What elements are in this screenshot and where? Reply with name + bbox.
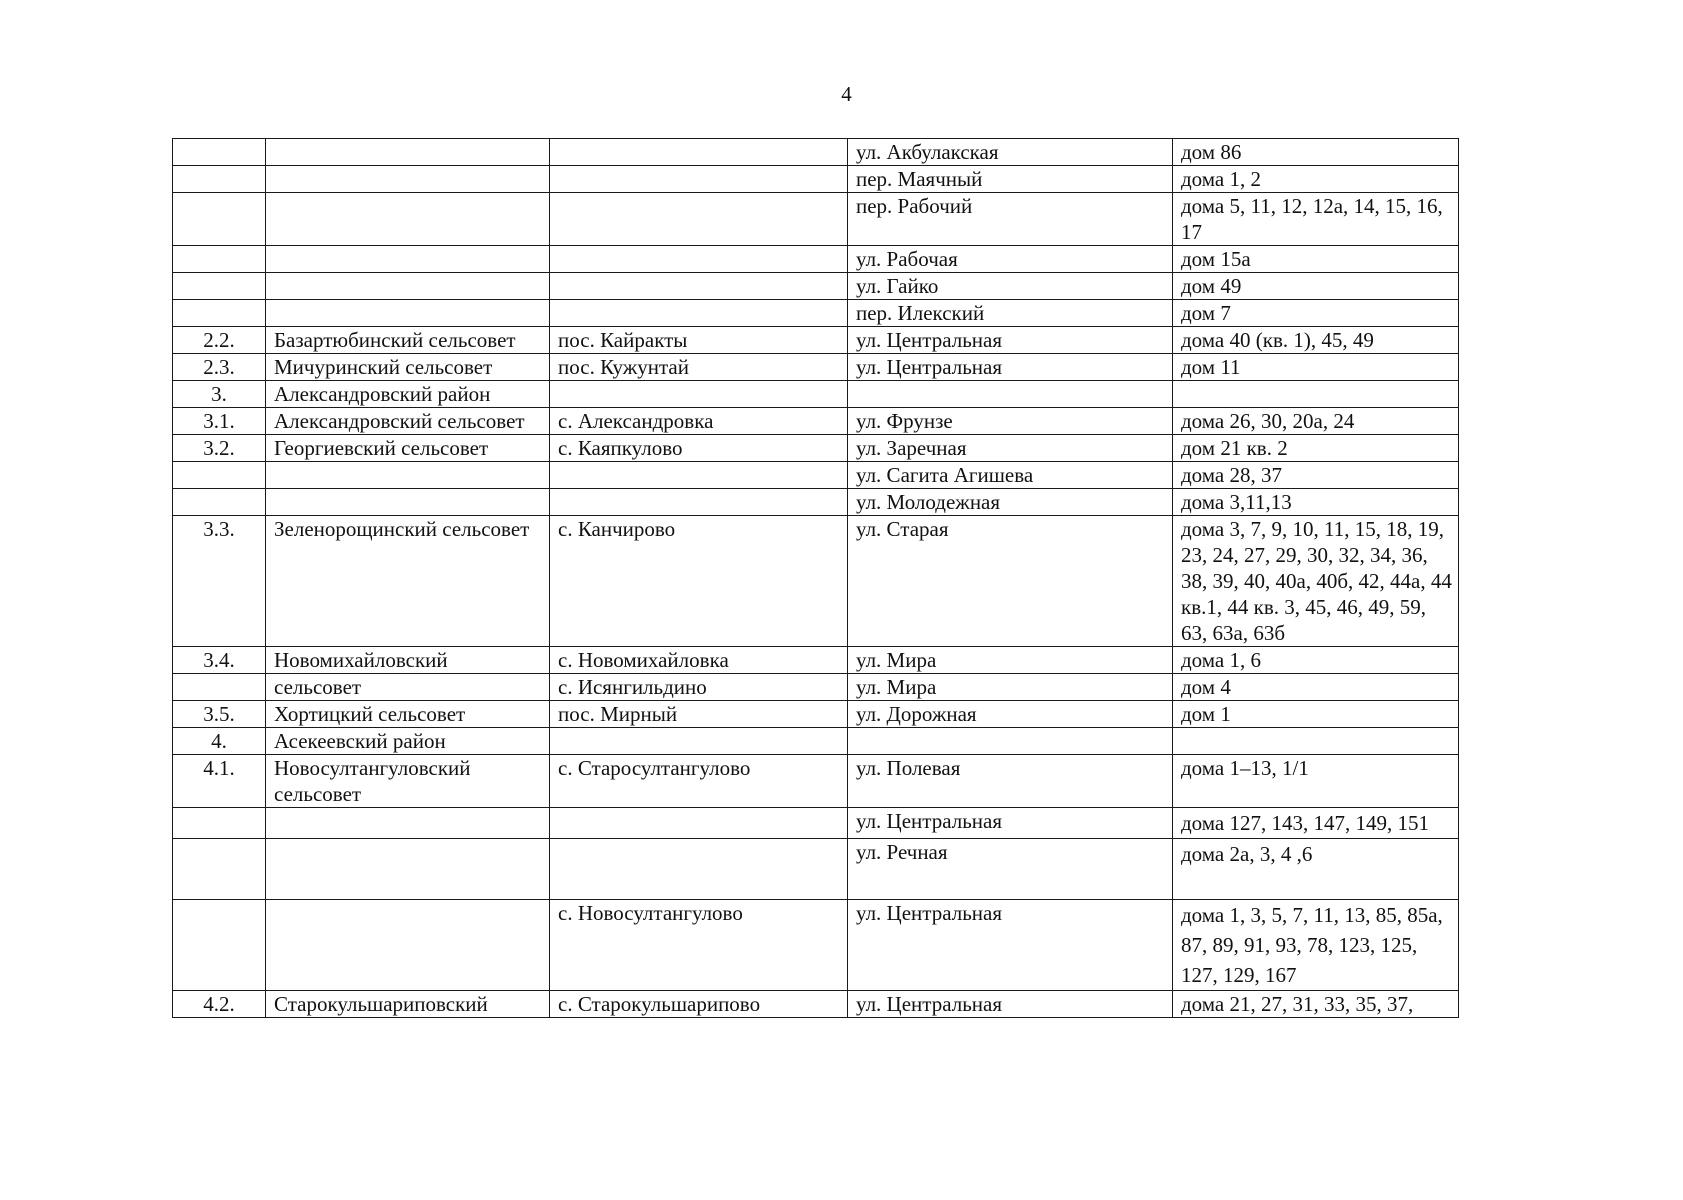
house-numbers: дома 21, 27, 31, 33, 35, 37, <box>1173 991 1459 1018</box>
street-name: ул. Акбулакская <box>848 139 1173 166</box>
house-numbers: дом 11 <box>1173 354 1459 381</box>
council-name: Старокульшариповский <box>266 991 550 1018</box>
table-row <box>173 674 1459 701</box>
table-row <box>173 139 1459 166</box>
house-numbers: дом 49 <box>1173 273 1459 300</box>
table-row <box>173 193 1459 246</box>
street-name: ул. Дорожная <box>848 701 1173 728</box>
street-name: ул. Центральная <box>848 354 1173 381</box>
council-name: Александровский район <box>266 381 550 408</box>
street-name: ул. Центральная <box>848 808 1173 839</box>
table-row <box>173 300 1459 327</box>
house-numbers: дом 86 <box>1173 139 1459 166</box>
settlement-name: пос. Мирный <box>550 701 848 728</box>
table-row <box>173 516 1459 647</box>
row-number <box>173 193 266 246</box>
street-name: ул. Рабочая <box>848 246 1173 273</box>
row-number: 4.1. <box>173 755 266 808</box>
settlement-name <box>550 462 848 489</box>
house-numbers: дома 1, 6 <box>1173 647 1459 674</box>
row-number <box>173 246 266 273</box>
settlement-name <box>550 139 848 166</box>
settlement-name: с. Исянгильдино <box>550 674 848 701</box>
row-number <box>173 139 266 166</box>
table-row <box>173 808 1459 839</box>
council-name <box>266 273 550 300</box>
row-number: 3.1. <box>173 408 266 435</box>
council-name <box>266 139 550 166</box>
row-number: 2.2. <box>173 327 266 354</box>
table-row <box>173 900 1459 991</box>
house-numbers: дома 2а, 3, 4 ,6 <box>1173 839 1459 900</box>
settlement-name: с. Новосултангулово <box>550 900 848 991</box>
house-numbers: дома 3, 7, 9, 10, 11, 15, 18, 19, 23, 24, 27, 29, 30, 32, 34, 36, 38, 39, 40, 40а, 40б, 42, 44а, 44 кв.1, 44 кв. 3, 45, 46, 49, 59, 63, 63а, 63б <box>1173 516 1459 647</box>
row-number <box>173 900 266 991</box>
council-name <box>266 489 550 516</box>
council-name: сельсовет <box>266 674 550 701</box>
street-name: пер. Рабочий <box>848 193 1173 246</box>
house-numbers: дома 3,11,13 <box>1173 489 1459 516</box>
house-numbers: дома 40 (кв. 1), 45, 49 <box>1173 327 1459 354</box>
row-number <box>173 489 266 516</box>
council-name <box>266 462 550 489</box>
street-name: ул. Сагита Агишева <box>848 462 1173 489</box>
settlement-name <box>550 273 848 300</box>
row-number: 3.4. <box>173 647 266 674</box>
settlement-name <box>550 839 848 900</box>
row-number: 2.3. <box>173 354 266 381</box>
row-number <box>173 839 266 900</box>
council-name: Георгиевский сельсовет <box>266 435 550 462</box>
street-name: ул. Мира <box>848 647 1173 674</box>
council-name <box>266 808 550 839</box>
row-number <box>173 166 266 193</box>
table-row <box>173 839 1459 900</box>
council-name: Асекеевский район <box>266 728 550 755</box>
settlement-name: с. Канчирово <box>550 516 848 647</box>
house-numbers: дом 7 <box>1173 300 1459 327</box>
house-numbers: дом 4 <box>1173 674 1459 701</box>
row-number: 4.2. <box>173 991 266 1018</box>
table-row <box>173 327 1459 354</box>
street-name: пер. Маячный <box>848 166 1173 193</box>
row-number: 3.3. <box>173 516 266 647</box>
row-number <box>173 462 266 489</box>
council-name: Хортицкий сельсовет <box>266 701 550 728</box>
settlement-name <box>550 246 848 273</box>
row-number <box>173 300 266 327</box>
row-number: 3.5. <box>173 701 266 728</box>
settlement-name <box>550 808 848 839</box>
street-name: пер. Илекский <box>848 300 1173 327</box>
council-name <box>266 900 550 991</box>
table-row <box>173 408 1459 435</box>
address-table <box>172 138 1459 1018</box>
table-row <box>173 381 1459 408</box>
table-row <box>173 701 1459 728</box>
street-name: ул. Фрунзе <box>848 408 1173 435</box>
council-name <box>266 193 550 246</box>
council-name <box>266 300 550 327</box>
settlement-name: с. Каяпкулово <box>550 435 848 462</box>
table-row <box>173 273 1459 300</box>
table-row <box>173 435 1459 462</box>
street-name <box>848 728 1173 755</box>
settlement-name: с. Александровка <box>550 408 848 435</box>
house-numbers <box>1173 381 1459 408</box>
house-numbers: дома 26, 30, 20а, 24 <box>1173 408 1459 435</box>
row-number <box>173 808 266 839</box>
settlement-name <box>550 166 848 193</box>
street-name: ул. Центральная <box>848 900 1173 991</box>
settlement-name <box>550 381 848 408</box>
house-numbers: дома 1–13, 1/1 <box>1173 755 1459 808</box>
house-numbers: дома 1, 3, 5, 7, 11, 13, 85, 85а, 87, 89, 91, 93, 78, 123, 125, 127, 129, 167 <box>1173 900 1459 991</box>
settlement-name: пос. Кайракты <box>550 327 848 354</box>
table-row <box>173 354 1459 381</box>
row-number <box>173 273 266 300</box>
council-name: Александровский сельсовет <box>266 408 550 435</box>
council-name: Базартюбинский сельсовет <box>266 327 550 354</box>
row-number: 3.2. <box>173 435 266 462</box>
street-name: ул. Гайко <box>848 273 1173 300</box>
table-row <box>173 246 1459 273</box>
settlement-name: с. Новомихайловка <box>550 647 848 674</box>
row-number: 3. <box>173 381 266 408</box>
street-name: ул. Заречная <box>848 435 1173 462</box>
house-numbers: дом 15а <box>1173 246 1459 273</box>
settlement-name: с. Старосултангулово <box>550 755 848 808</box>
house-numbers: дома 5, 11, 12, 12а, 14, 15, 16, 17 <box>1173 193 1459 246</box>
council-name: Мичуринский сельсовет <box>266 354 550 381</box>
street-name: ул. Центральная <box>848 991 1173 1018</box>
council-name: Зеленорощинский сельсовет <box>266 516 550 647</box>
settlement-name: пос. Кужунтай <box>550 354 848 381</box>
council-name <box>266 166 550 193</box>
table-row <box>173 647 1459 674</box>
house-numbers: дом 21 кв. 2 <box>1173 435 1459 462</box>
street-name: ул. Речная <box>848 839 1173 900</box>
street-name: ул. Мира <box>848 674 1173 701</box>
table-row <box>173 991 1459 1018</box>
house-numbers: дом 1 <box>1173 701 1459 728</box>
settlement-name <box>550 489 848 516</box>
street-name: ул. Старая <box>848 516 1173 647</box>
table-row <box>173 462 1459 489</box>
house-numbers: дома 127, 143, 147, 149, 151 <box>1173 808 1459 839</box>
table-row <box>173 489 1459 516</box>
row-number <box>173 674 266 701</box>
street-name <box>848 381 1173 408</box>
table-row <box>173 728 1459 755</box>
council-name <box>266 839 550 900</box>
street-name: ул. Полевая <box>848 755 1173 808</box>
house-numbers <box>1173 728 1459 755</box>
street-name: ул. Центральная <box>848 327 1173 354</box>
house-numbers: дома 1, 2 <box>1173 166 1459 193</box>
table-row <box>173 166 1459 193</box>
table-row <box>173 755 1459 808</box>
council-name: Новомихайловский <box>266 647 550 674</box>
council-name: Новосултангуловский сельсовет <box>266 755 550 808</box>
address-table-body <box>173 139 1459 1018</box>
council-name <box>266 246 550 273</box>
settlement-name <box>550 193 848 246</box>
street-name: ул. Молодежная <box>848 489 1173 516</box>
settlement-name <box>550 728 848 755</box>
page-number: 4 <box>841 82 852 106</box>
settlement-name: с. Старокульшарипово <box>550 991 848 1018</box>
house-numbers: дома 28, 37 <box>1173 462 1459 489</box>
row-number: 4. <box>173 728 266 755</box>
settlement-name <box>550 300 848 327</box>
